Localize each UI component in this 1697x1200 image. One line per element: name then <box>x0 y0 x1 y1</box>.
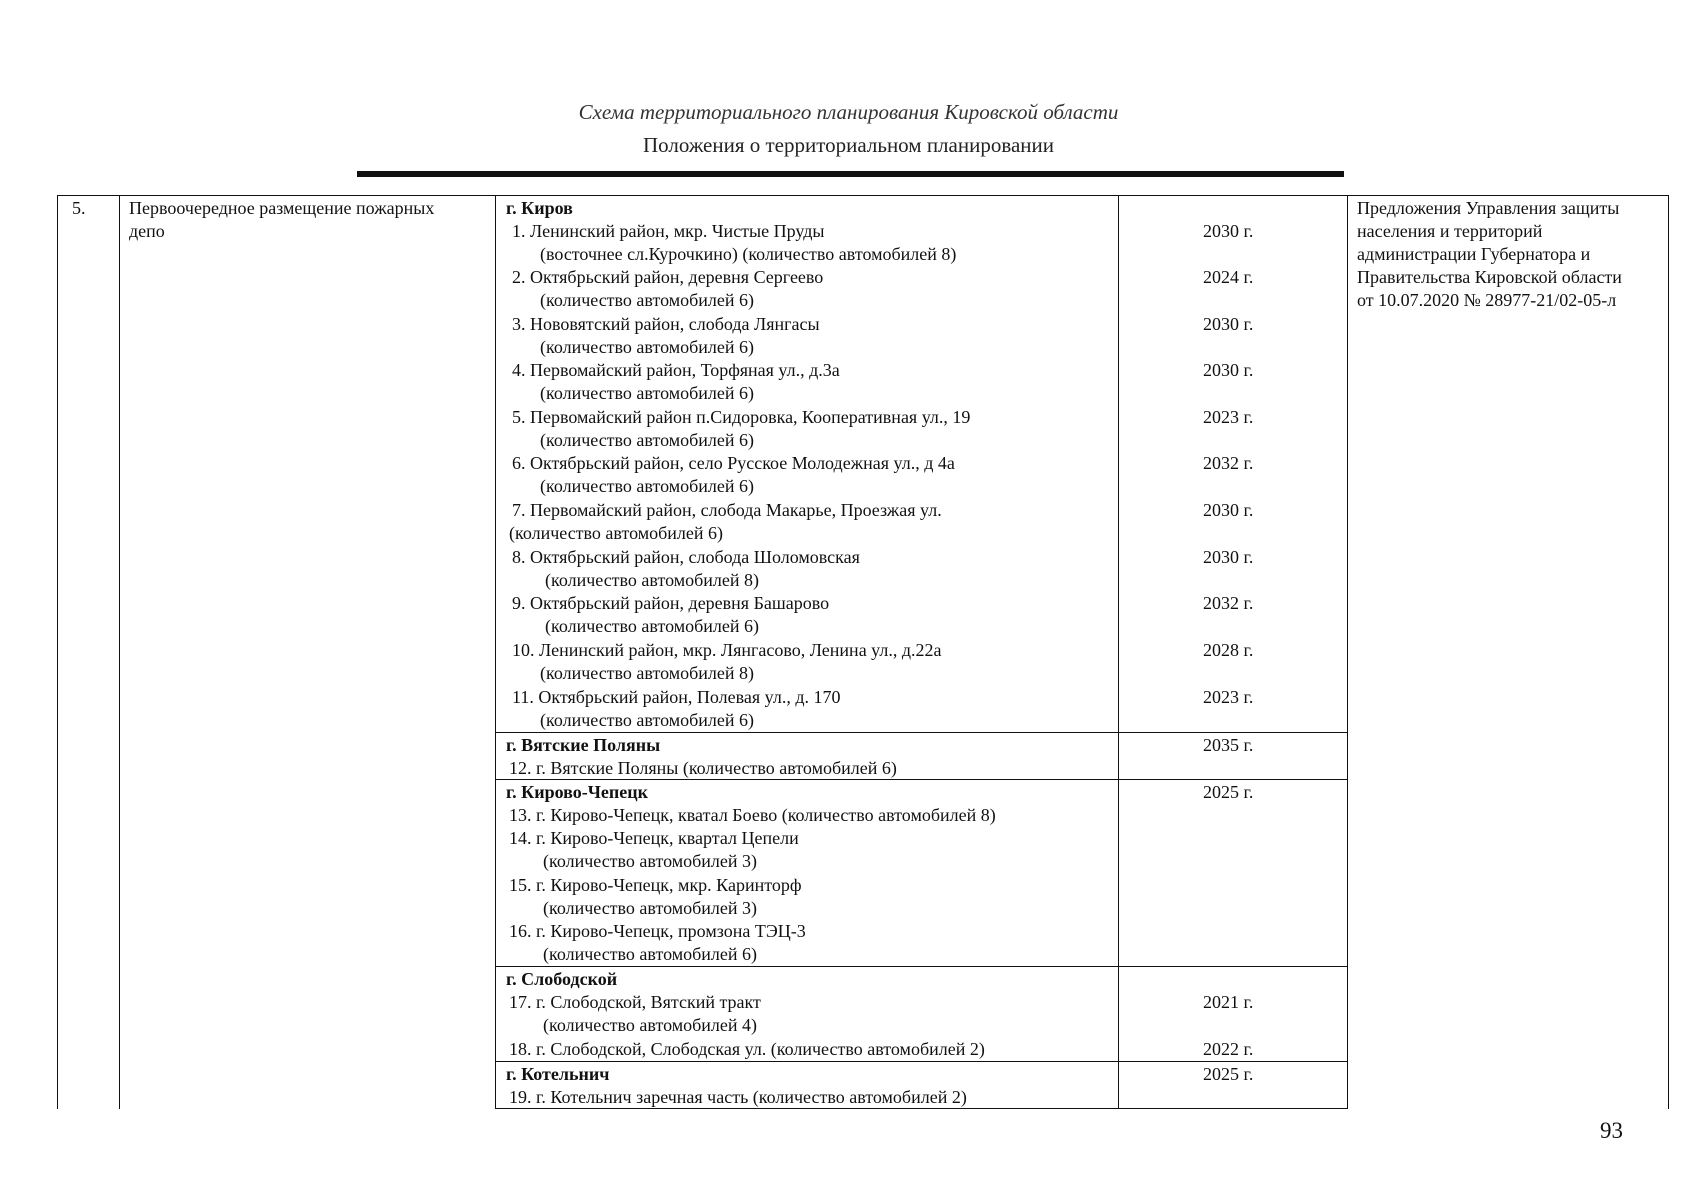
item-year: 2022 г. <box>1203 1039 1254 1059</box>
list-item-line: 2. Октябрьский район, деревня Сергеево <box>512 267 824 287</box>
item-year: 2030 г. <box>1203 360 1254 380</box>
list-item-line: 17. г. Слободской, Вятский тракт <box>509 992 761 1012</box>
list-item-line: 10. Ленинский район, мкр. Лянгасово, Ленина ул., д.22а <box>512 640 942 660</box>
list-item-line: 11. Октябрьский район, Полевая ул., д. 170 <box>512 687 841 707</box>
list-item-line: 8. Октябрьский район, слобода Шоломовская <box>512 547 860 567</box>
row-name-line-2: депо <box>129 221 165 241</box>
item-year: 2023 г. <box>1203 687 1254 707</box>
section-city: г. Котельнич <box>506 1064 610 1084</box>
list-item-line: (количество автомобилей 3) <box>543 851 758 871</box>
list-item-line: (количество автомобилей 6) <box>540 290 755 310</box>
item-year: 2030 г. <box>1203 314 1254 334</box>
list-item-line: (восточнее сл.Курочкино) (количество автомобилей 8) <box>540 244 957 264</box>
list-item-line: (количество автомобилей 6) <box>543 944 758 964</box>
basis-line: Предложения Управления защиты <box>1357 198 1620 218</box>
item-year: 2021 г. <box>1203 992 1254 1012</box>
item-year: 2024 г. <box>1203 267 1254 287</box>
row-name-line-1: Первоочередное размещение пожарных <box>129 198 435 218</box>
item-year: 2032 г. <box>1203 593 1254 613</box>
list-item-line: 9. Октябрьский район, деревня Башарово <box>512 593 830 613</box>
item-year: 2025 г. <box>1203 782 1254 802</box>
list-item-line: (количество автомобилей 6) <box>540 337 755 357</box>
item-year: 2025 г. <box>1203 1064 1254 1084</box>
list-item-line: 19. г. Котельнич заречная часть (количество автомобилей 2) <box>509 1087 967 1107</box>
list-item-line: 3. Нововятский район, слобода Лянгасы <box>512 314 820 334</box>
document-header-title: Схема территориального планирования Кировской области <box>578 100 1119 124</box>
section-city: г. Вятские Поляны <box>506 735 661 755</box>
item-year: 2030 г. <box>1203 500 1254 520</box>
list-item-line: 13. г. Кирово-Чепецк, кватал Боево (количество автомобилей 8) <box>509 805 996 825</box>
list-item-line: 15. г. Кирово-Чепецк, мкр. Каринторф <box>509 875 802 895</box>
list-item-line: (количество автомобилей 8) <box>545 570 760 590</box>
list-item-line: 14. г. Кирово-Чепецк, квартал Цепели <box>509 828 799 848</box>
row-number: 5. <box>72 198 86 218</box>
page-number: 93 <box>1600 1118 1623 1143</box>
section-city: г. Киров <box>506 198 573 218</box>
list-item-line: 6. Октябрьский район, село Русское Молодежная ул., д 4а <box>512 453 955 473</box>
item-year: 2035 г. <box>1203 735 1254 755</box>
list-item-line: 7. Первомайский район, слобода Макарье, Проезжая ул. <box>512 500 942 520</box>
list-item-line: 16. г. Кирово-Чепецк, промзона ТЭЦ-3 <box>509 921 806 941</box>
list-item-line: (количество автомобилей 6) <box>545 616 760 636</box>
list-item-line: (количество автомобилей 6) <box>509 523 724 543</box>
list-item-line: (количество автомобилей 4) <box>543 1015 758 1035</box>
basis-line: администрации Губернатора и <box>1357 244 1591 264</box>
item-year: 2032 г. <box>1203 453 1254 473</box>
list-item-line: 5. Первомайский район п.Сидоровка, Кооперативная ул., 19 <box>512 407 971 427</box>
basis-line: Правительства Кировской области <box>1357 267 1622 287</box>
list-item-line: 18. г. Слободской, Слободская ул. (количество автомобилей 2) <box>509 1039 985 1059</box>
item-year: 2028 г. <box>1203 640 1254 660</box>
list-item-line: 1. Ленинский район, мкр. Чистые Пруды <box>512 221 825 241</box>
item-year: 2030 г. <box>1203 547 1254 567</box>
list-item-line: (количество автомобилей 6) <box>540 476 755 496</box>
list-item-line: 12. г. Вятские Поляны (количество автомобилей 6) <box>509 758 897 778</box>
section-city: г. Слободской <box>506 969 618 989</box>
document-header-subtitle: Положения о территориальном планировании <box>642 133 1055 157</box>
section-city: г. Кирово-Чепецк <box>506 782 649 802</box>
list-item-line: (количество автомобилей 6) <box>540 430 755 450</box>
basis-line: от 10.07.2020 № 28977-21/02-05-л <box>1357 290 1617 310</box>
item-year: 2030 г. <box>1203 221 1254 241</box>
basis-line: населения и территорий <box>1357 221 1543 241</box>
header-rule <box>357 171 1344 177</box>
list-item-line: (количество автомобилей 3) <box>543 898 758 918</box>
list-item-line: (количество автомобилей 6) <box>540 383 755 403</box>
list-item-line: (количество автомобилей 8) <box>540 663 755 683</box>
list-item-line: (количество автомобилей 6) <box>540 710 755 730</box>
item-year: 2023 г. <box>1203 407 1254 427</box>
list-item-line: 4. Первомайский район, Торфяная ул., д.3а <box>512 360 840 380</box>
